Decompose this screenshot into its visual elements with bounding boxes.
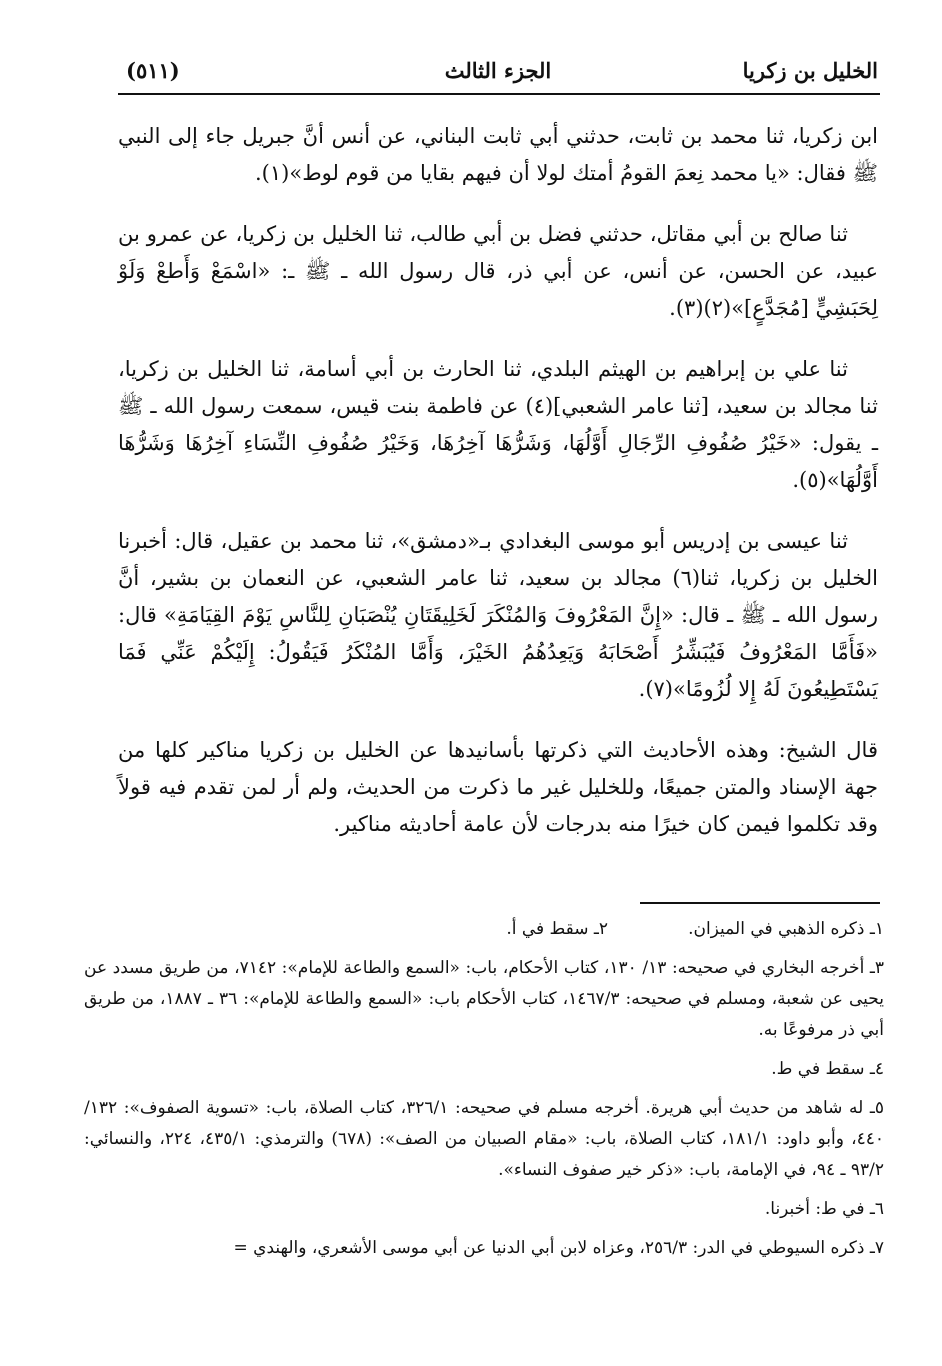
footnote: ٣ـ أخرجه البخاري في صحيحه: ١٣/ ١٣٠، كتاب الأحكام، باب: «السمع والطاعة للإمام»: ٧١٤٢، من طريق مسدد عن يحيى عن شعبة، ومسلم في صحيحه: ١٤٦٧/٣، كتاب الأحكام باب: «السمع والطاعة للإمام»: ٣٦ ـ ١٨٨٧، من طريق أبي ذر مرفوعًا به. (84, 958, 885, 1040)
footnote: ٢ـ سقط في أ. (506, 919, 609, 939)
footnotes (84, 914, 884, 1272)
footnote-row (84, 914, 884, 945)
paragraph: ثنا عيسى بن إدريس أبو موسى البغدادي بـ«دمشق»، ثنا محمد بن عقيل، قال: أخبرنا الخليل بن زكريا، ثنا(٦) مجالد بن سعيد، ثنا عامر الشعبي، عن النعمان بن بشير، أنَّ رسول الله ـ ﷺ ـ قال: «إِنَّ المَعْرُوفَ وَالمُنْكَرَ لَخَلِيقَتَانِ يُنْصَبَانِ لِلنَّاسِ يَوْمَ القِيَامَةِ» قال: «فَأَمَّا المَعْرُوفُ فَيُبَشِّرُ أَصْحَابَهُ وَيَعِدُهُمُ الخَيْرَ، وَأَمَّا المُنْكَرُ فَيَقُولُ: إِلَيْكُمْ عَنِّي فَمَا يَسْتَطِيعُونَ لَهُ إِلا لُزُومًا»(٧). (118, 529, 879, 701)
volume-title: الجزء الثالث (444, 58, 552, 83)
footnote-rule (640, 902, 880, 904)
main-text (118, 118, 878, 867)
header-rule (118, 93, 880, 95)
paragraph: ابن زكريا، ثنا محمد بن ثابت، حدثني أبي ثابت البناني، عن أنس أنَّ جبريل جاء إلى النبي ﷺ فقال: «يا محمد نِعمَ القومُ أمتك لولا أن فيهم بقايا من قوم لوط»(١). (118, 124, 878, 185)
paragraph: ثنا علي بن إبراهيم بن الهيثم البلدي، ثنا الحارث بن أبي أسامة، ثنا الخليل بن زكريا، ثنا مجالد بن سعيد، [ثنا عامر الشعبي](٤) عن فاطمة بنت قيس، سمعت رسول الله ـ ﷺ ـ يقول: «خَيْرُ صُفُوفِ الرِّجَالِ أَوَّلُهَا، وَشَرُّهَا آخِرُهَا، وَخَيْرُ صُفُوفِ النِّسَاءِ آخِرُهَا وَشَرُّهَا أَوَّلُهَا»(٥). (118, 357, 878, 492)
page-number: (٥١١) (126, 58, 180, 83)
paragraph: قال الشيخ: وهذه الأحاديث التي ذكرتها بأسانيدها عن الخليل بن زكريا مناكير كلها من جهة الإسناد والمتن جميعًا، وللخليل غير ما ذكرت من الحديث، ولم أر لمن تقدم فيه قولاً وقد تكلموا فيمن كان خيرًا منه بدرجات لأن عامة أحاديثه مناكير. (118, 738, 878, 836)
paragraph: ثنا صالح بن أبي مقاتل، حدثني فضل بن أبي طالب، ثنا الخليل بن زكريا، عن عمرو بن عبيد، عن الحسن، عن أنس، عن أبي ذر، قال رسول الله ـ ﷺ ـ: «اسْمَعْ وَأَطعْ وَلَوْ لِحَبَشِيٍّ [مُجَدَّعٍ]»(٢)(٣). (118, 222, 878, 320)
running-title: الخليل بن زكريا (742, 58, 878, 83)
footnote: ٦ـ في ط: أخبرنا. (764, 1199, 884, 1219)
footnote: ٥ـ له شاهد من حديث أبي هريرة. أخرجه مسلم في صحيحه: ٣٢٦/١، كتاب الصلاة، باب: «تسوية الصفوف»: ١٣٢/ ٤٤٠، وأبو داود: ١٨١/١، كتاب الصلاة، باب: «مقام الصبيان من الصف»: (٦٧٨) والترمذي: ٤٣٥/١، ٢٢٤، والنسائي: ٩٣/٢ ـ ٩٤، في الإمامة، باب: «ذكر خير صفوف النساء». (84, 1098, 885, 1180)
footnote: ١ـ ذكره الذهبي في الميزان. (688, 919, 884, 939)
page-header (118, 52, 878, 96)
footnote: ٤ـ سقط في ط. (771, 1059, 884, 1079)
footnote: ٧ـ ذكره السيوطي في الدر: ٢٥٦/٣، وعزاه لابن أبي الدنيا عن أبي موسى الأشعري، والهندي = (233, 1238, 884, 1258)
